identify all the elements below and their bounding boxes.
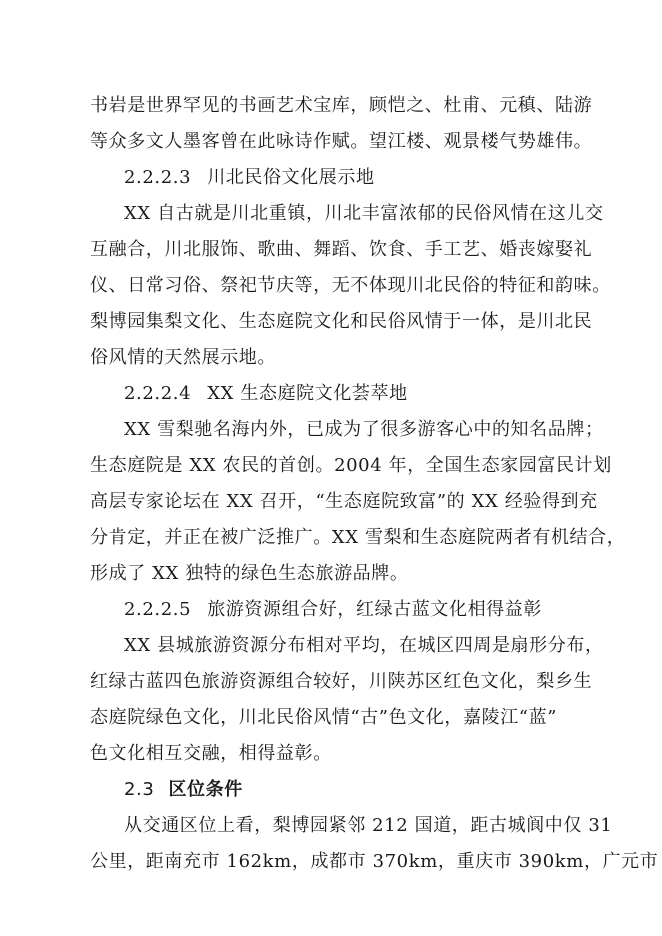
paragraph-line: 俗风情的天然展示地。	[90, 347, 276, 368]
paragraph-line: 形成了 XX 独特的绿色生态旅游品牌。	[90, 563, 409, 584]
paragraph-line: XX 自古就是川北重镇，川北丰富浓郁的民俗风情在这儿交	[124, 203, 604, 224]
paragraph-line: 仪、日常习俗、祭祀节庆等，无不体现川北民俗的特征和韵味。	[90, 275, 611, 296]
paragraph-line: XX 雪梨驰名海内外，已成为了很多游客心中的知名品牌；	[124, 419, 604, 440]
paragraph-line: 态庭院绿色文化，川北民俗风情“古”色文化，嘉陵江“蓝”	[90, 707, 558, 728]
heading-number: 2.2.2.4	[124, 383, 192, 404]
subsection-heading-2225	[124, 598, 542, 622]
paragraph-line: 等众多文人墨客曾在此咏诗作赋。望江楼、观景楼气势雄伟。	[90, 131, 593, 152]
heading-number: 2.2.2.5	[124, 599, 192, 620]
paragraph-line: 分肯定，并正在被广泛推广。XX 雪梨和生态庭院两者有机结合，	[90, 527, 626, 548]
subsection-heading-2223	[124, 166, 375, 190]
heading-title: XX 生态庭院文化荟萃地	[207, 383, 408, 404]
heading-title: 川北民俗文化展示地	[207, 167, 375, 188]
heading-number: 2.3	[124, 779, 155, 800]
heading-title: 旅游资源组合好，红绿古蓝文化相得益彰	[207, 599, 542, 620]
paragraph-line: 书岩是世界罕见的书画艺术宝库，顾恺之、杜甫、元稹、陆游	[90, 95, 593, 116]
heading-number: 2.2.2.3	[124, 167, 192, 188]
paragraph-line: 色文化相互交融，相得益彰。	[90, 743, 332, 764]
paragraph-line: XX 县城旅游资源分布相对平均，在城区四周是扇形分布，	[124, 635, 604, 656]
paragraph-line: 从交通区位上看，梨博园紧邻 212 国道，距古城阆中仅 31	[124, 815, 613, 836]
paragraph-line: 公里，距南充市 162km，成都市 370km，重庆市 390km，广元市	[90, 851, 659, 872]
subsection-heading-2224	[124, 382, 408, 406]
paragraph-line: 红绿古蓝四色旅游资源组合较好，川陕苏区红色文化，梨乡生	[90, 671, 593, 692]
paragraph-line: 梨博园集梨文化、生态庭院文化和民俗风情于一体，是川北民	[90, 311, 593, 332]
heading-title: 区位条件	[168, 779, 243, 800]
paragraph-line: 生态庭院是 XX 农民的首创。2004 年，全国生态家园富民计划	[90, 455, 612, 476]
paragraph-line: 高层专家论坛在 XX 召开，“生态庭院致富”的 XX 经验得到充	[90, 491, 598, 512]
paragraph-line: 互融合，川北服饰、歌曲、舞蹈、饮食、手工艺、婚丧嫁娶礼	[90, 239, 593, 260]
section-heading-23	[124, 778, 243, 802]
